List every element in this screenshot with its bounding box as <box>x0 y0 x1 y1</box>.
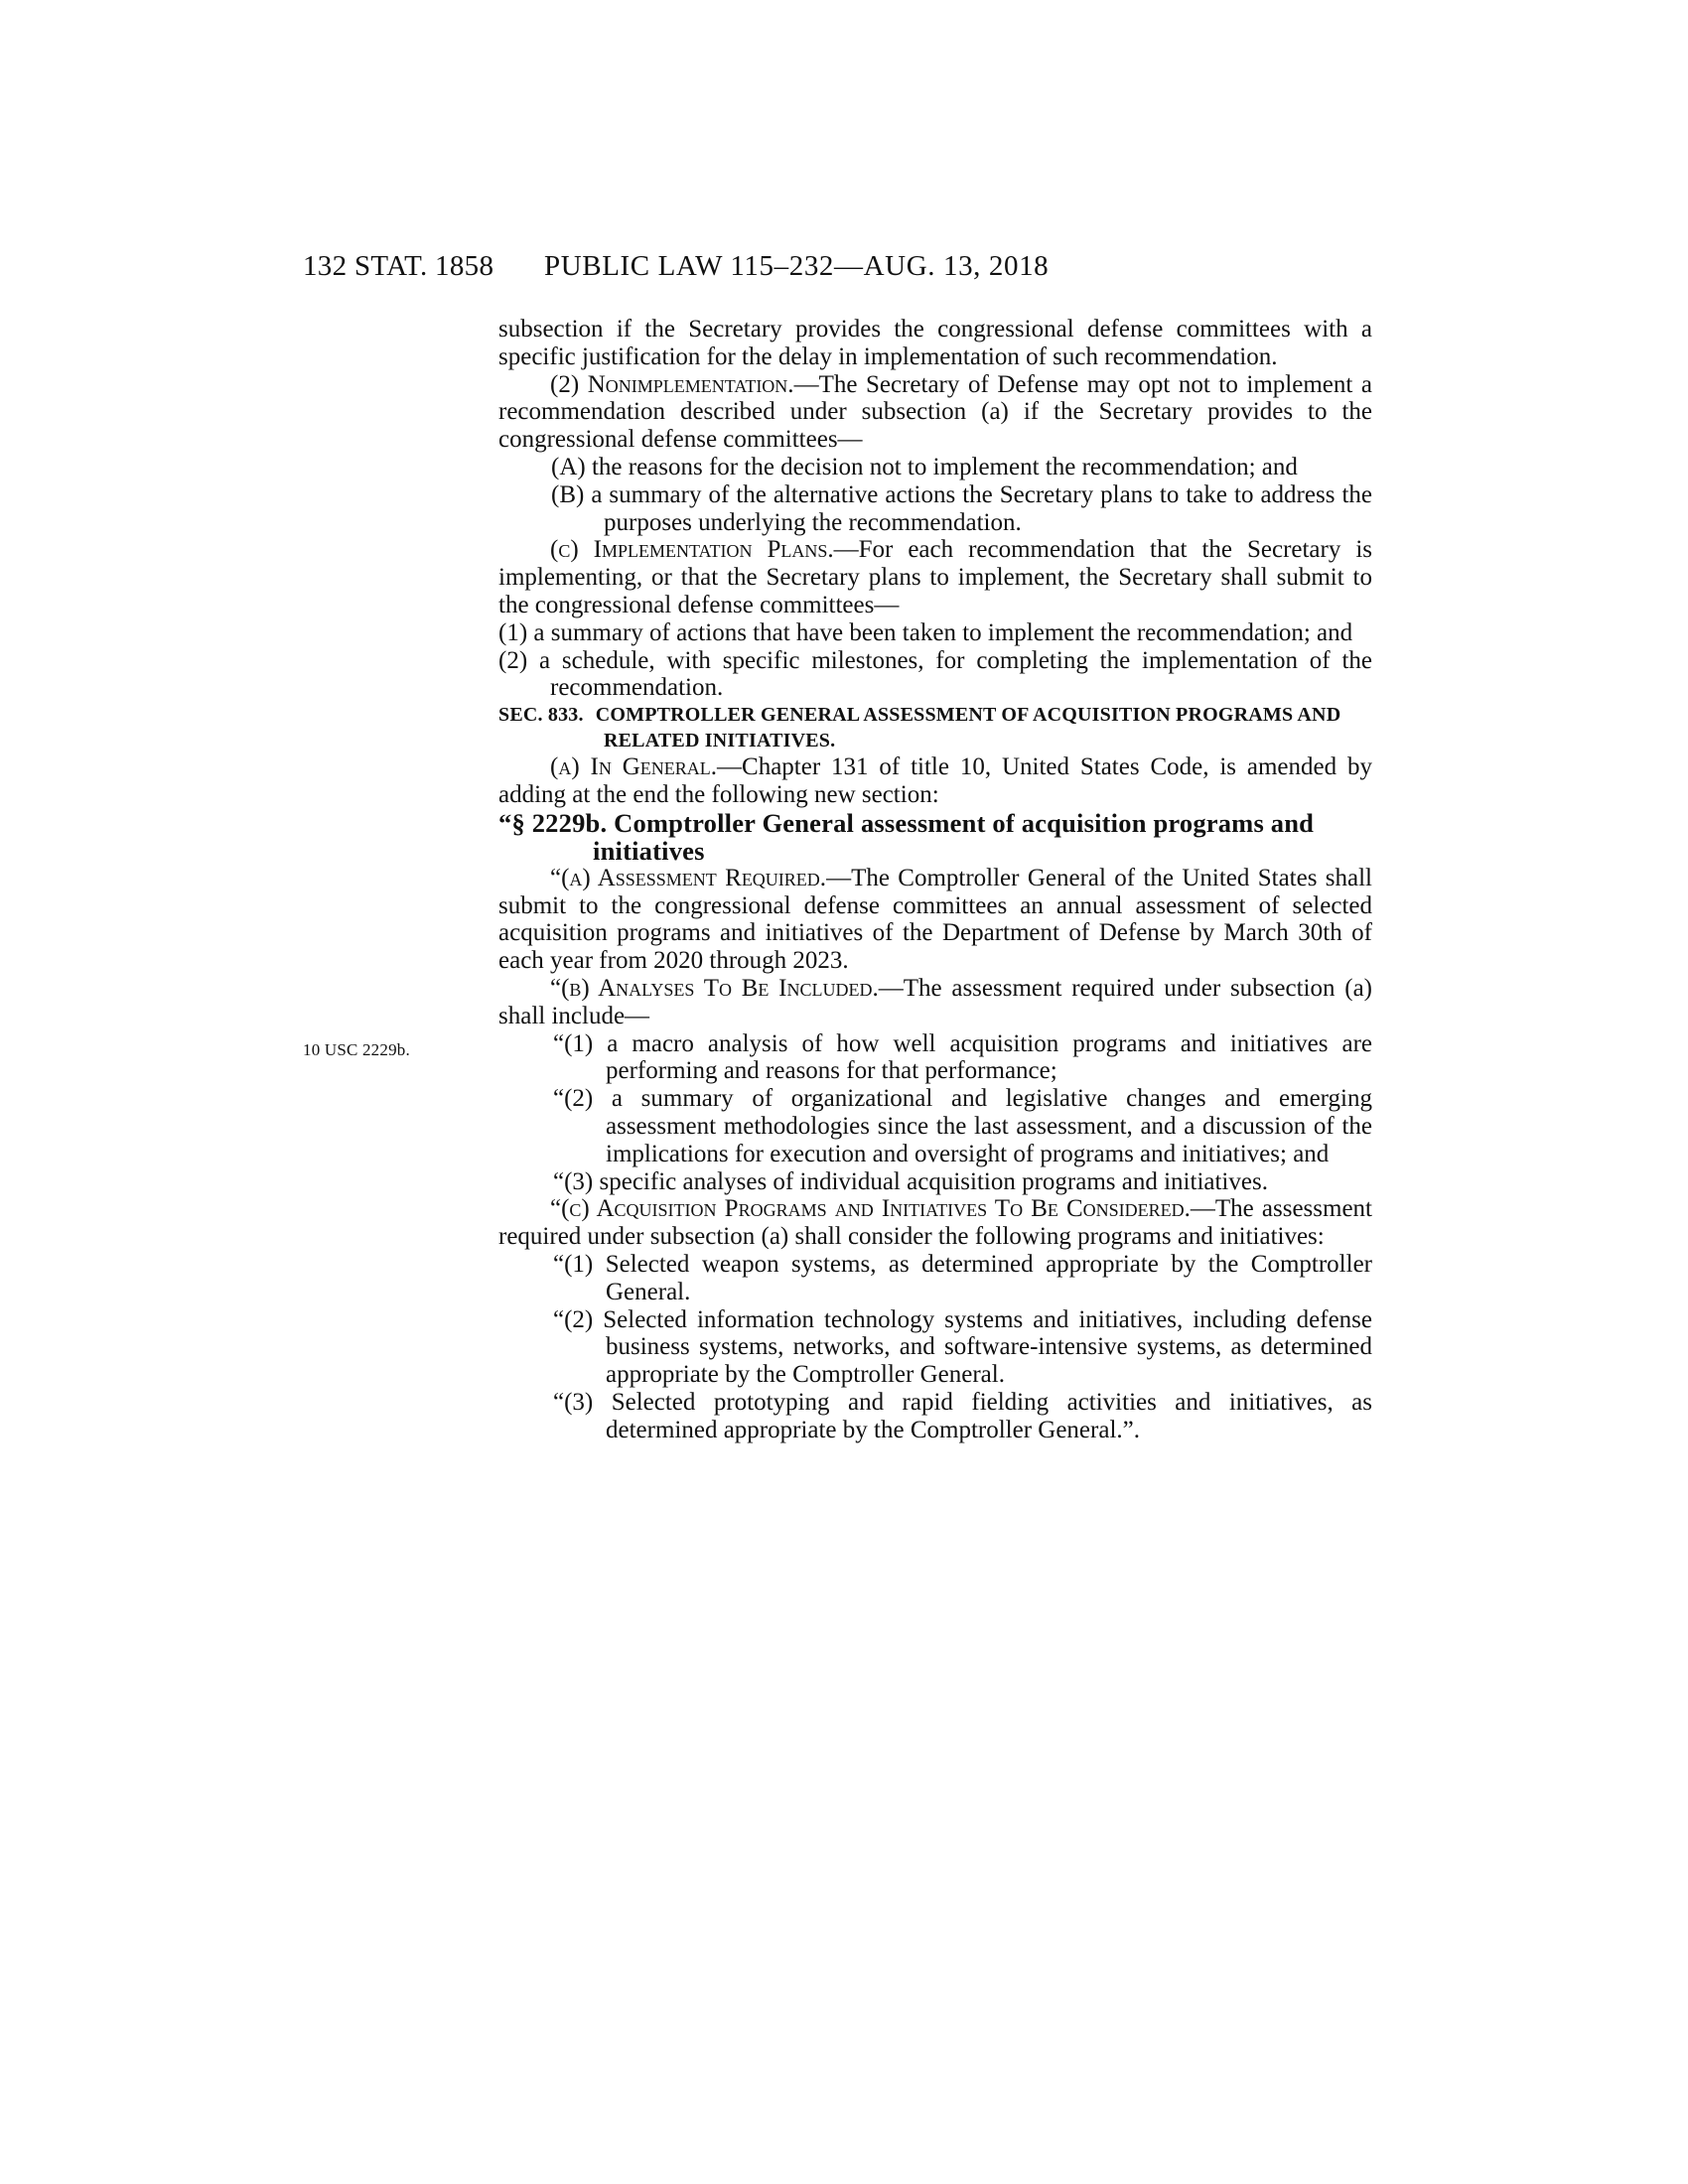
list-item: “(2) Selected information technology systems and initiatives, including defense business systems, networks, and software-intensive systems, as determined appropriate by the Comptroller General. <box>553 1305 1372 1389</box>
section-header <box>498 702 1372 753</box>
paragraph-heading: “(a) Assessment Required. <box>550 864 827 891</box>
paragraph-in-general <box>498 753 1372 809</box>
margin-citation-note: 10 USC 2229b. <box>303 1040 410 1059</box>
list-item: “(2) a summary of organizational and legislative changes and emerging assessment methodologies since the last assessment, and a discussion of the implications for execution and oversight of programs and initiatives; and <box>553 1085 1372 1167</box>
paragraph-implementation-plans <box>498 536 1372 618</box>
paragraph-programs-considered <box>498 1195 1372 1251</box>
paragraph-nonimplementation <box>498 371 1372 454</box>
paragraph-text: —The assessment required under subsection (a) shall include— <box>498 974 1372 1029</box>
section-title: COMPTROLLER GENERAL ASSESSMENT OF ACQUISITION PROGRAMS AND RELATED INITIATIVES. <box>595 704 1341 752</box>
document-body <box>498 316 1372 1443</box>
list-item: “(3) Selected prototyping and rapid fielding activities and initiatives, as determined appropriate by the Comptroller General.”. <box>553 1388 1372 1443</box>
list-item: “(1) a macro analysis of how well acquisition programs and initiatives are performing and reasons for that performance; <box>553 1029 1372 1085</box>
paragraph-text: —For each recommendation that the Secretary is implementing, or that the Secretary plans to implement, the Secretary shall submit to the congressional defense committees— <box>498 536 1372 618</box>
paragraph-heading: “(b) Analyses To Be Included. <box>550 974 879 1002</box>
paragraph-heading: “(c) Acquisition Programs and Initiatives To Be Considered. <box>550 1195 1191 1223</box>
page-running-title: PUBLIC LAW 115–232—AUG. 13, 2018 <box>544 250 1050 282</box>
paragraph-heading: (a) In General. <box>550 753 718 781</box>
page-stat-reference: 132 STAT. 1858 <box>303 250 494 282</box>
paragraph-text: —The Comptroller General of the United States shall submit to the congressional defense committees an annual assessment of selected acquisition programs and initiatives of the Department of Defense by March 30th of each year from 2020 through 2023. <box>498 864 1372 975</box>
list-item: “(3) specific analyses of individual acquisition programs and initiatives. <box>553 1167 1268 1195</box>
list-item: (2) a schedule, with specific milestones, for completing the implementation of the recommendation. <box>498 646 1372 702</box>
paragraph-text: —Chapter 131 of title 10, United States Code, is amended by adding at the end the following new section: <box>498 753 1372 808</box>
section-number: SEC. 833. <box>498 704 584 727</box>
paragraph-analyses <box>498 975 1372 1030</box>
paragraph-continuation: subsection if the Secretary provides the congressional defense committees with a specific justification for the delay in implementation of such recommendation. <box>498 316 1372 370</box>
clause-B: (B) a summary of the alternative actions the Secretary plans to take to address the purposes underlying the recommendation. <box>551 480 1372 536</box>
paragraph-text: —The Secretary of Defense may opt not to implement a recommendation described under subsection (a) if the Secretary provides to the congressional defense committees— <box>498 370 1372 454</box>
list-item: “(1) Selected weapon systems, as determined appropriate by the Comptroller General. <box>553 1250 1372 1305</box>
list-item: (1) a summary of actions that have been taken to implement the recommendation; and <box>498 618 1353 646</box>
paragraph-text: —The assessment required under subsection (a) shall consider the following programs and initiatives: <box>498 1195 1372 1251</box>
new-section-heading: “§ 2229b. Comptroller General assessment of acquisition programs and initiatives <box>498 807 1315 866</box>
paragraph-heading: (2) Nonimplementation. <box>550 370 794 398</box>
paragraph-assessment-required <box>498 865 1372 975</box>
paragraph-heading: (c) Implementation Plans. <box>550 536 834 564</box>
clause-A: (A) the reasons for the decision not to implement the recommendation; and <box>551 453 1298 480</box>
